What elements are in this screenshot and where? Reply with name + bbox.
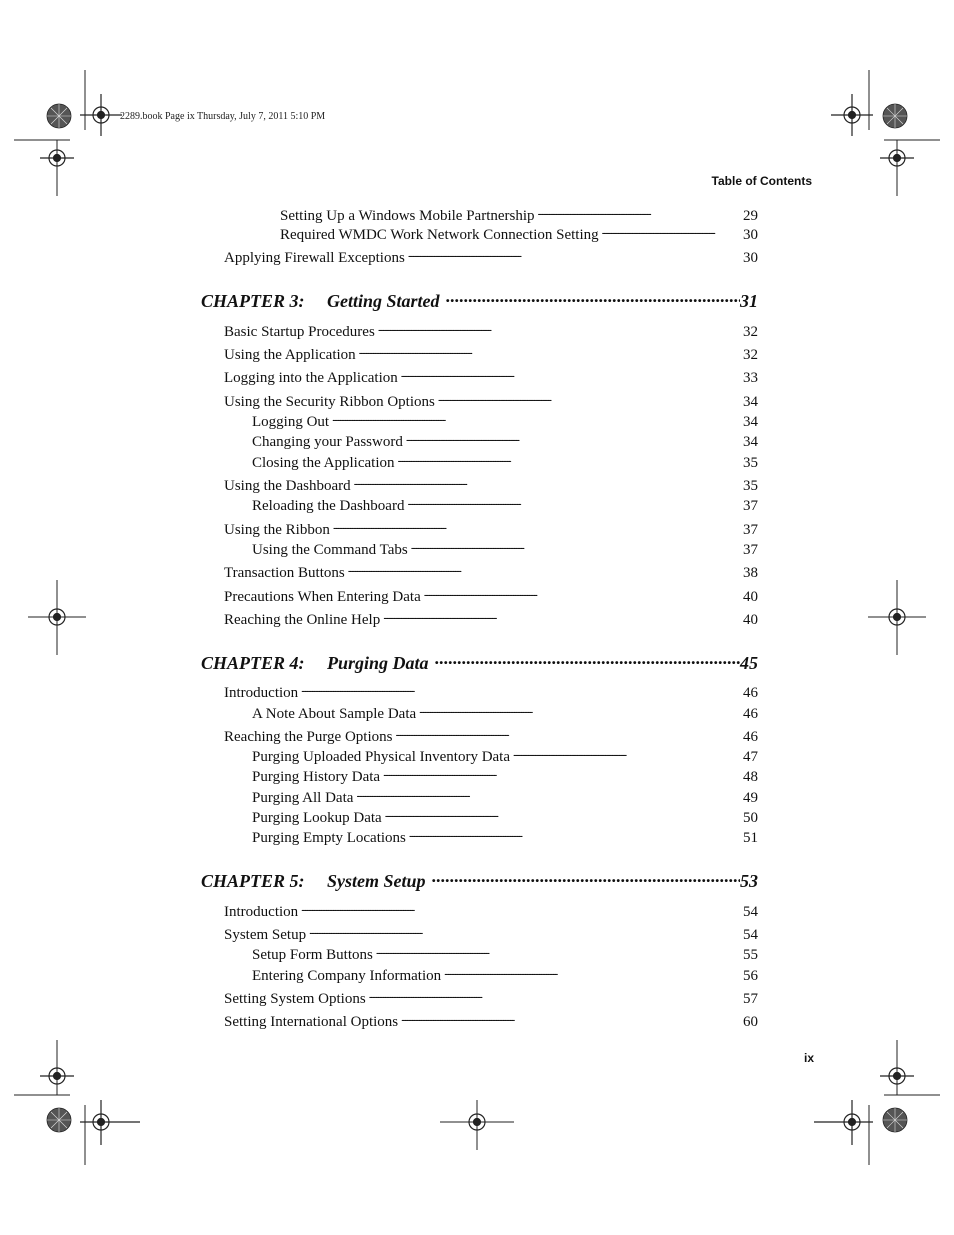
toc-entry-page: 30 <box>743 250 758 266</box>
toc-entry[interactable] <box>252 767 758 786</box>
leader-dots <box>401 1012 740 1026</box>
toc-entry-title: Entering Company Information <box>252 968 442 984</box>
toc-entry-page: 29 <box>743 208 758 224</box>
leader-dots <box>435 653 740 669</box>
toc-entry-title: Using the Ribbon <box>224 522 330 538</box>
toc-entry-title: Introduction <box>224 904 299 920</box>
chapter-heading[interactable] <box>201 291 758 312</box>
toc-entry-page: 32 <box>743 347 758 363</box>
toc-entry[interactable] <box>224 1012 758 1031</box>
page-number: ix <box>804 1051 815 1065</box>
leader-dots <box>369 989 740 1003</box>
chapter-heading[interactable] <box>201 653 758 674</box>
toc-entry-title: Purging Empty Locations <box>252 830 406 846</box>
toc-entry-title: Setting International Options <box>224 1014 399 1030</box>
toc-entry[interactable] <box>252 945 758 964</box>
toc-entry[interactable] <box>224 345 758 364</box>
toc-entry[interactable] <box>252 747 758 766</box>
leader-dots <box>332 412 740 426</box>
leader-dots <box>538 206 740 220</box>
toc-entry[interactable] <box>280 206 758 225</box>
toc-entry-title: Transaction Buttons <box>224 565 345 581</box>
leader-dots <box>407 496 740 510</box>
toc-entry-title: Closing the Application <box>252 455 395 471</box>
leader-dots <box>333 520 740 534</box>
toc-entry[interactable] <box>280 225 758 244</box>
toc-entry-page: 46 <box>743 685 758 701</box>
toc-entry[interactable] <box>252 808 758 827</box>
toc-entry-title: Changing your Password <box>252 434 403 450</box>
toc-entry-page: 60 <box>743 1014 758 1030</box>
toc-entry-page: 40 <box>743 612 758 628</box>
toc-entry[interactable] <box>224 248 758 267</box>
toc-entry-page: 49 <box>743 790 758 806</box>
toc-entry-page: 55 <box>743 947 758 963</box>
toc-entry[interactable] <box>224 587 758 606</box>
toc-entry-page: 56 <box>743 968 758 984</box>
toc-entry-page: 30 <box>743 227 758 243</box>
leader-dots <box>309 925 740 939</box>
toc-entry-title: Logging into the Application <box>224 370 398 386</box>
leader-dots <box>409 828 740 842</box>
leader-dots <box>419 704 740 718</box>
leader-dots <box>411 540 740 554</box>
toc-entry-page: 37 <box>743 522 758 538</box>
leader-dots <box>383 610 740 624</box>
leader-dots <box>395 727 740 741</box>
toc-entry[interactable] <box>224 989 758 1008</box>
chapter-number: CHAPTER 5: <box>201 871 305 891</box>
chapter-title: Getting Started <box>327 291 440 311</box>
leader-dots <box>432 871 740 887</box>
leader-dots <box>359 345 740 359</box>
toc-entry[interactable] <box>224 520 758 539</box>
toc-entry-page: 47 <box>743 749 758 765</box>
leader-dots <box>444 966 740 980</box>
toc-entry[interactable] <box>224 610 758 629</box>
toc-entry[interactable] <box>224 902 758 921</box>
toc-entry[interactable] <box>224 925 758 944</box>
toc-entry-page: 50 <box>743 810 758 826</box>
toc-entry-page: 34 <box>743 414 758 430</box>
leader-dots <box>408 248 740 262</box>
toc-entry-page: 35 <box>743 478 758 494</box>
toc-entry-title: Reaching the Online Help <box>224 612 381 628</box>
toc-entry-page: 34 <box>743 394 758 410</box>
toc-entry[interactable] <box>224 727 758 746</box>
toc-entry[interactable] <box>252 496 758 515</box>
toc-entry-title: Reloading the Dashboard <box>252 498 405 514</box>
toc-entry[interactable] <box>252 412 758 431</box>
toc-entry-title: Basic Startup Procedures <box>224 324 375 340</box>
print-slug: 2289.book Page ix Thursday, July 7, 2011 5:10 PM <box>120 111 326 122</box>
toc-entry[interactable] <box>224 368 758 387</box>
chapter-heading[interactable] <box>201 871 758 892</box>
leader-dots <box>354 476 740 490</box>
toc-entry[interactable] <box>224 563 758 582</box>
leader-dots <box>513 747 740 761</box>
toc-entry[interactable] <box>252 788 758 807</box>
toc-entry-page: 40 <box>743 589 758 605</box>
toc-entry-title: Logging Out <box>252 414 330 430</box>
toc-entry-page: 32 <box>743 324 758 340</box>
chapter-title: System Setup <box>327 871 426 891</box>
toc-entry-page: 34 <box>743 434 758 450</box>
toc-entry-title: Precautions When Entering Data <box>224 589 421 605</box>
toc-entry[interactable] <box>224 683 758 702</box>
toc-entry[interactable] <box>252 828 758 847</box>
leader-dots <box>385 808 740 822</box>
toc-entry-title: Setting System Options <box>224 991 366 1007</box>
toc-entry-page: 35 <box>743 455 758 471</box>
toc-entry-title: Using the Security Ribbon Options <box>224 394 435 410</box>
toc-entry[interactable] <box>224 476 758 495</box>
leader-dots <box>424 587 740 601</box>
toc-entry-title: Using the Command Tabs <box>252 542 408 558</box>
leader-dots <box>301 902 740 916</box>
leader-dots <box>348 563 740 577</box>
toc-entry-title: Purging Lookup Data <box>252 810 382 826</box>
toc-entry-page: 46 <box>743 706 758 722</box>
toc-entry[interactable] <box>252 453 758 472</box>
chapter-page: 53 <box>740 871 758 891</box>
toc-entry-page: 51 <box>743 830 758 846</box>
toc-entry-page: 48 <box>743 769 758 785</box>
leader-dots <box>602 225 740 239</box>
toc-entry-page: 54 <box>743 904 758 920</box>
chapter-number: CHAPTER 3: <box>201 291 305 311</box>
toc-entry-title: Purging Uploaded Physical Inventory Data <box>252 749 511 765</box>
leader-dots <box>376 945 740 959</box>
leader-dots <box>401 368 740 382</box>
toc-entry-title: Purging History Data <box>252 769 381 785</box>
toc-entry[interactable] <box>252 966 758 985</box>
toc-entry-page: 57 <box>743 991 758 1007</box>
toc-entry[interactable] <box>252 704 758 723</box>
leader-dots <box>301 683 740 697</box>
chapter-page: 31 <box>740 291 758 311</box>
toc-entry-title: Purging All Data <box>252 790 354 806</box>
toc-entry-title: Applying Firewall Exceptions <box>224 250 405 266</box>
chapter-number: CHAPTER 4: <box>201 653 305 673</box>
toc-entry-title: Using the Dashboard <box>224 478 351 494</box>
toc-entry-title: System Setup <box>224 927 307 943</box>
chapter-title: Purging Data <box>327 653 429 673</box>
toc-entry-title: Reaching the Purge Options <box>224 729 393 745</box>
toc-entry-page: 37 <box>743 498 758 514</box>
toc-entry-page: 54 <box>743 927 758 943</box>
toc-entry[interactable] <box>224 322 758 341</box>
toc-entry-title: Setting Up a Windows Mobile Partnership <box>280 208 535 224</box>
leader-dots <box>356 788 740 802</box>
toc-entry[interactable] <box>224 392 758 411</box>
chapter-page: 45 <box>740 653 758 673</box>
running-head: Table of Contents <box>711 174 812 188</box>
toc-entry[interactable] <box>252 540 758 559</box>
toc-entry-title: Setup Form Buttons <box>252 947 373 963</box>
toc-entry-title: Using the Application <box>224 347 356 363</box>
toc-entry-title: A Note About Sample Data <box>252 706 417 722</box>
toc-entry-page: 38 <box>743 565 758 581</box>
toc-entry-title: Introduction <box>224 685 299 701</box>
toc-entry-page: 33 <box>743 370 758 386</box>
toc-entry-title: Required WMDC Work Network Connection Setting <box>280 227 599 243</box>
leader-dots <box>446 291 740 307</box>
toc-entry-page: 46 <box>743 729 758 745</box>
toc-entry[interactable] <box>252 432 758 451</box>
leader-dots <box>383 767 740 781</box>
leader-dots <box>406 432 740 446</box>
leader-dots <box>378 322 740 336</box>
leader-dots <box>398 453 741 467</box>
toc-entry-page: 37 <box>743 542 758 558</box>
leader-dots <box>438 392 740 406</box>
